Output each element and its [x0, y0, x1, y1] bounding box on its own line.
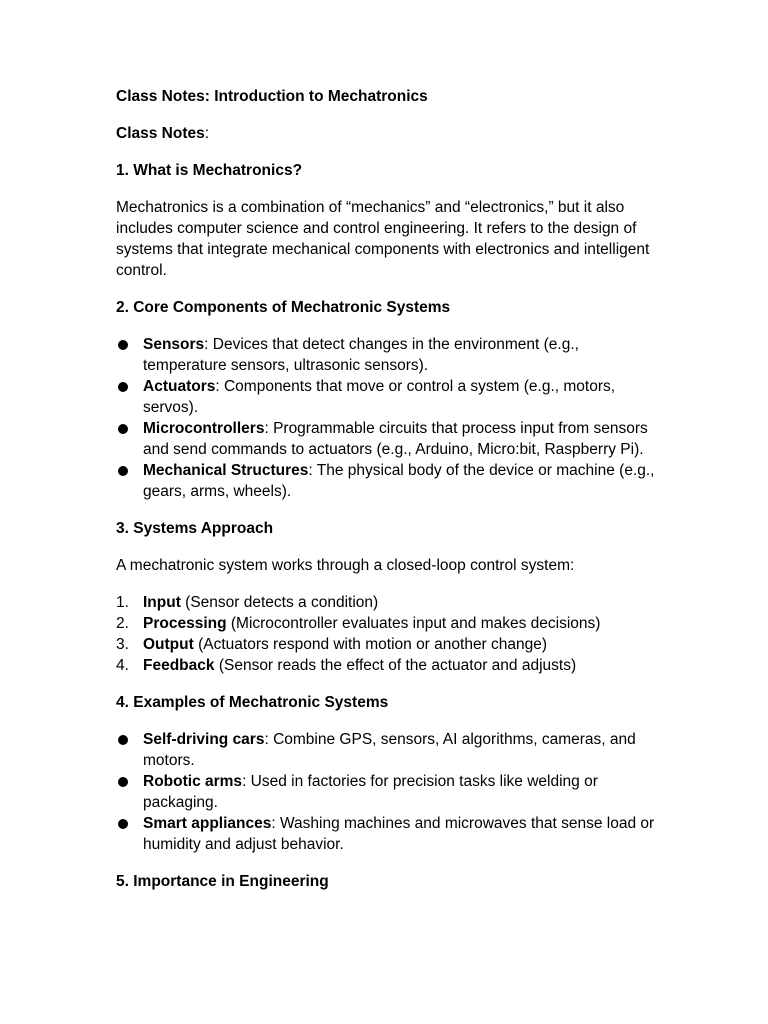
list-item	[116, 592, 656, 613]
list-item-desc: : The physical body of the device or machine (e.g., gears, arms, wheels).	[143, 462, 655, 500]
list-item-desc: : Devices that detect changes in the environment (e.g., temperature sensors, ultrasonic sensors).	[143, 336, 579, 374]
list-item	[116, 460, 656, 502]
core-components-list	[116, 334, 656, 502]
systems-approach-steps	[116, 592, 656, 676]
class-notes-colon: :	[204, 125, 210, 142]
section-3-paragraph: A mechatronic system works through a closed-loop control system:	[116, 557, 575, 574]
list-item	[116, 613, 656, 634]
section-1-heading: 1. What is Mechatronics?	[116, 162, 303, 179]
list-item-term: Robotic arms	[143, 773, 243, 790]
bullet-icon	[118, 735, 128, 745]
list-item-desc: : Programmable circuits that process input from sensors and send commands to actuators (e.g., Arduino, Micro:bit, Raspberry Pi).	[143, 420, 648, 458]
step-term: Processing	[143, 615, 227, 632]
document-content	[116, 86, 656, 908]
section-3-heading: 3. Systems Approach	[116, 520, 274, 537]
class-notes-label	[116, 123, 656, 144]
bullet-icon	[118, 424, 128, 434]
list-item-term: Self-driving cars	[143, 731, 265, 748]
examples-list	[116, 729, 656, 855]
list-item-desc: : Combine GPS, sensors, AI algorithms, cameras, and motors.	[143, 731, 636, 769]
step-number: 4.	[116, 657, 129, 674]
list-item-term: Mechanical Structures	[143, 462, 309, 479]
section-5-heading: 5. Importance in Engineering	[116, 873, 329, 890]
step-term: Input	[143, 594, 181, 611]
list-item-desc: : Used in factories for precision tasks like welding or packaging.	[143, 773, 598, 811]
list-item	[116, 655, 656, 676]
step-number: 1.	[116, 594, 129, 611]
section-2-heading: 2. Core Components of Mechatronic Systems	[116, 299, 451, 316]
step-term: Output	[143, 636, 194, 653]
list-item-desc: : Washing machines and microwaves that sense load or humidity and adjust behavior.	[143, 815, 655, 853]
list-item-term: Sensors	[143, 336, 205, 353]
bullet-icon	[118, 340, 128, 350]
list-item	[116, 634, 656, 655]
step-desc: (Actuators respond with motion or another change)	[193, 636, 548, 653]
step-number: 2.	[116, 615, 129, 632]
list-item	[116, 729, 656, 771]
step-desc: (Microcontroller evaluates input and makes decisions)	[226, 615, 601, 632]
bullet-icon	[118, 466, 128, 476]
list-item-term: Smart appliances	[143, 815, 272, 832]
step-desc: (Sensor reads the effect of the actuator and adjusts)	[214, 657, 577, 674]
list-item-term: Actuators	[143, 378, 216, 395]
list-item-term: Microcontrollers	[143, 420, 265, 437]
bullet-icon	[118, 819, 128, 829]
class-notes-label-text: Class Notes	[116, 125, 205, 142]
list-item	[116, 771, 656, 813]
bullet-icon	[118, 777, 128, 787]
section-4-heading: 4. Examples of Mechatronic Systems	[116, 694, 389, 711]
bullet-icon	[118, 382, 128, 392]
step-term: Feedback	[143, 657, 215, 674]
list-item	[116, 334, 656, 376]
list-item	[116, 376, 656, 418]
step-desc: (Sensor detects a condition)	[180, 594, 379, 611]
list-item	[116, 813, 656, 855]
list-item-desc: : Components that move or control a system (e.g., motors, servos).	[143, 378, 616, 416]
list-item	[116, 418, 656, 460]
step-number: 3.	[116, 636, 129, 653]
section-1-paragraph: Mechatronics is a combination of “mechanics” and “electronics,” but it also includes computer science and control engineering. It refers to the design of systems that integrate mechanical components with electronics and intelligent control.	[116, 199, 650, 279]
document-title: Class Notes: Introduction to Mechatronics	[116, 88, 428, 105]
